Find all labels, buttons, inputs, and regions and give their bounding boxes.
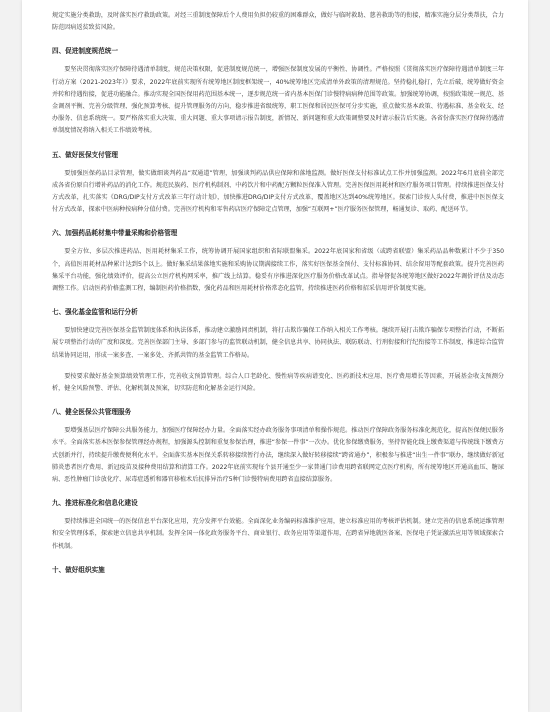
paragraph-gap <box>52 362 504 371</box>
intro-paragraph: 规定实施分类救助，及时落实医疗救助政策。对经三重制度保障后个人费用负担仍较重的困难群众，做好与临时救助、慈善救助等的衔接，精准实施分层分类帮扶，合力防范因病返贫致贫风险。 <box>52 12 504 32</box>
section-8-paragraph-1: 要增强基层医疗保障公共服务能力，加强医疗保障经办力量。全面落实经办政务服务事项清单和操作规范。推动医疗保障政务服务标准化规范化，提高医保便民服务水平。全面落实基本医保参保管理经办规程，加强源头控制和重复参保治理，推进“参保一件事”一次办。优化参保缴费服务，坚持智能化线上缴费渠道与传统线下缴费方式创新并行，持续提升缴费便利化水平。全面落实基本医保关系转移接续暂行办法，继续深入做好转移接续“跨省通办”，积极参与推进“出生一件事”联办，继续做好新冠肺炎患者医疗费用、新冠疫苗及接种费用结算和清算工作。2022年底前实现每个县开通至少一家普通门诊费用跨省联网定点医疗机构，所有统筹地区开通高血压、糖尿病、恶性肿瘤门诊放化疗、尿毒症透析和器官移植术后抗排异治疗5种门诊慢特病费用跨省直接结算服务。 <box>52 427 504 484</box>
section-heading-8: 八、健全医保公共管理服务 <box>52 408 132 417</box>
section-heading-9: 九、推进标准化和信息化建设 <box>52 499 138 508</box>
section-heading-6: 六、加强药品耗材集中带量采购和价格管理 <box>52 229 178 238</box>
section-6-paragraph-1: 要全方位、多层次推进药品、医用耗材集采工作，统筹协调开展国家组织和省际联盟集采。2022年底国家和省级（或跨省联盟）集采药品品种数累计不少于350个，高值医用耗材品种累计达到5个以上。做好集采结果落地实施和采购协议期满接续工作，落实好医保基金预付、支付标准协同、结余留用等配套政策。提升完善医药集采平台功能，强化绩效评价，提高公立医疗机构网采率，推广线上结算。稳妥有序推进深化医疗服务价格改革试点。指导督促各统筹地区做好2022年调价评估及动态调整工作。启动医药价格监测工程，编制医药价格指数，强化药品和医用耗材价格常态化监管，持续推进医药价格和招采信用评价制度实施。 <box>52 248 504 293</box>
section-9-paragraph-1: 要持续推进全国统一的医保信息平台深化应用，充分发挥平台效能。全面深化业务编码标准维护应用，建立标准应用的考核评估机制。建立完善的信息系统运维管理和安全管理体系，探索建立信息共享机制。发挥全国一体化政务服务平台、商业银行、政务应用等渠道作用，在跨省异地就医备案、医保电子凭证激活应用等领域探索合作机制。 <box>52 518 504 550</box>
document-page <box>22 0 528 712</box>
section-heading-10: 十、做好组织实施 <box>52 565 105 574</box>
section-7-paragraph-2: 要按要求做好基金预算绩效管理工作，完善收支预算管理。综合人口老龄化、慢性病等疾病谱变化、医药新技术应用、医疗费用增长等因素，开展基金收支预测分析，健全风险预警、评估、化解机制及预案，切实防范和化解基金运行风险。 <box>52 372 504 393</box>
section-heading-4: 四、促进制度规范统一 <box>52 47 118 56</box>
section-heading-5: 五、做好医保支付管理 <box>52 150 118 159</box>
section-5-paragraph-1: 要加强医保药品目录管理，做实做细谈判药品“双通道”管理，加强谈判药品供应保障和落地监测。做好医保支付标准试点工作并加强监测。2022年6月底前全部完成各省份原自行增补药品的消化工作。规范民族药、医疗机构制剂、中药饮片和中药配方颗粒医保准入管理。完善医保医用耗材和医疗服务项目管理。持续推进医保支付方式改革，扎实落实《DRG/DIP支付方式改革三年行动计划》，加快推进DRG/DIP支付方式改革，覆盖地区达到40%统筹地区。探索门诊按人头付费，推进中医医保支付方式改革，探索中医病种按病种分值付费。完善医疗机构和零售药店医疗保障定点管理，加强“互联网+”医疗服务医保管理，畅通复诊、取药、配送环节。 <box>52 169 504 214</box>
section-7-paragraph-1: 要加快建设完善医保基金监管制度体系和执法体系，推动建立激励问责机制，将打击欺诈骗保工作纳入相关工作考核。继续开展打击欺诈骗保专项整治行动，不断拓展专项整治行动的广度和深度。完善医保部门主导、多部门参与的监管联动机制，健全信息共享、协同执法、联防联动、行刑衔接和行纪衔接等工作制度，推进综合监管结果协同运用，形成一案多查、一案多处、齐抓共管的基金监管工作格局。 <box>52 327 504 359</box>
section-heading-7: 七、强化基金监管和运行分析 <box>52 308 138 317</box>
section-4-paragraph-1: 要坚决贯彻落实医疗保障待遇清单制度，规范决策权限，促进制度规范统一，增强医保制度发展的平衡性、协调性。严格按照《贯彻落实医疗保障待遇清单制度三年行动方案（2021-2023年）》要求，2022年底前实现所有统筹地区制度框架统一，40%统筹地区完成清单外政策的清理规范。坚持稳扎稳打，先立后破，统筹做好资金并转和待遇衔接，促进功能融合。推动实现全国医保用药范围基本统一，逐步规范统一省内基本医保门诊慢特病病种范围等政策。加强统筹协调，按照政策统一规范、基金调剂平衡、完善分级管理、强化预算考核、提升管理服务的方向，稳步推进省级统筹，职工医保和居民医保可分步实施，重点做实基本政策、待遇标准、基金收支、经办服务、信息系统统一。要严格落实重大决策、重大问题、重大事项请示报告制度，新情况、新问题和重大政策调整要及时请示报告后实施。各省份落实医疗保障待遇清单制度情况将纳入相关工作绩效考核。 <box>52 66 504 135</box>
